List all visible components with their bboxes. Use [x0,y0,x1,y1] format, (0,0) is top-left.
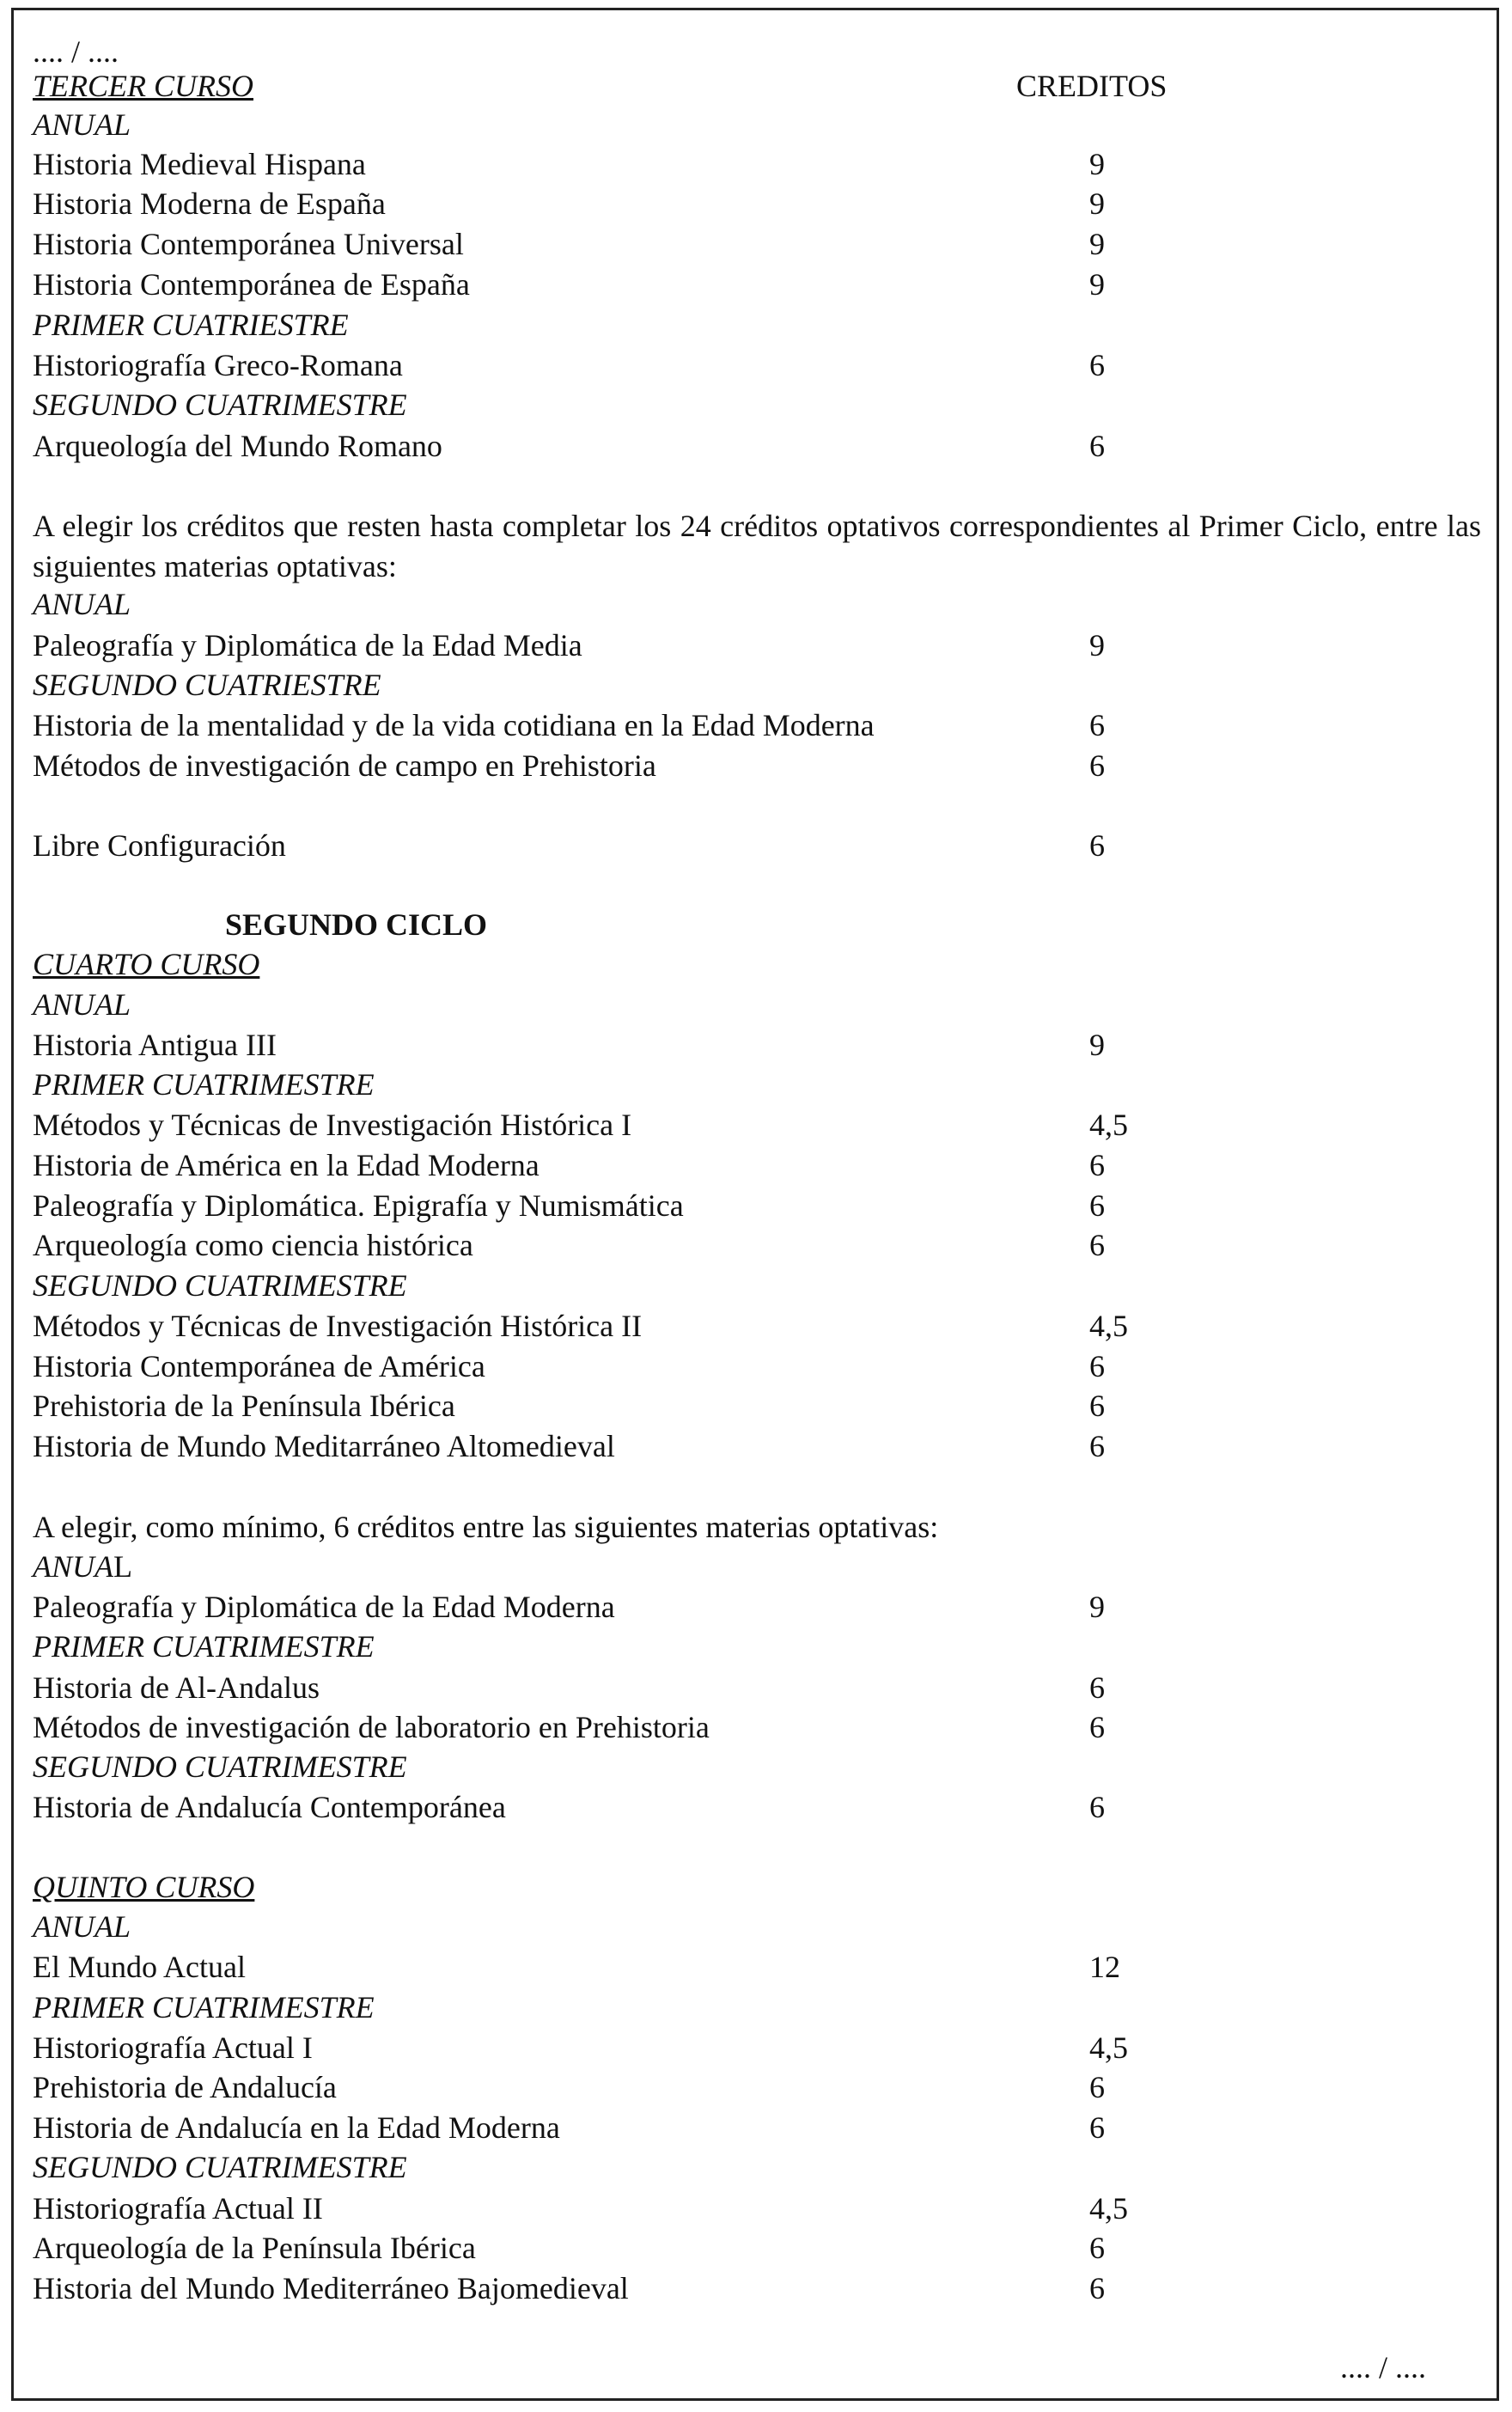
libre-configuracion-name: Libre Configuración [33,828,286,863]
course-name: Paleografía y Diplomática de la Edad Moderna [33,1590,615,1624]
continuation-marker-top: .... / .... [33,34,119,69]
course-name: Historia Medieval Hispana [33,147,366,181]
course-name: Métodos de investigación de laboratorio en Prehistoria [33,1710,710,1744]
course-credits: 4,5 [1089,2030,1128,2065]
creditos-label: CREDITOS [1016,69,1168,103]
course-name: Historia de Andalucía Contemporánea [33,1790,506,1824]
cuarto-anual-label: ANUAL [33,987,131,1022]
tercer-opt-anual-label: ANUAL [33,587,131,621]
course-credits: 6 [1089,2231,1105,2265]
quinto-segundo-label: SEGUNDO CUATRIMESTRE [33,2150,407,2184]
course-name: Métodos de investigación de campo en Prehistoria [33,748,656,783]
course-credits: 6 [1089,748,1105,783]
course-credits: 9 [1089,186,1105,221]
course-credits: 6 [1089,348,1105,382]
course-credits: 6 [1089,2070,1105,2104]
course-credits: 6 [1089,1670,1105,1705]
course-name: Historia de Andalucía en la Edad Moderna [33,2110,560,2145]
course-credits: 4,5 [1089,2191,1128,2226]
cuarto-opt-primer-label: PRIMER CUATRIMESTRE [33,1629,375,1664]
course-name: El Mundo Actual [33,1950,246,1984]
course-credits: 6 [1089,2110,1105,2145]
libre-configuracion-credits: 6 [1089,828,1105,863]
course-name: Historiografía Greco-Romana [33,348,403,382]
course-credits: 6 [1089,1790,1105,1824]
course-name: Arqueología como ciencia histórica [33,1228,473,1262]
course-name: Métodos y Técnicas de Investigación Histórica I [33,1108,632,1142]
course-credits: 9 [1089,628,1105,663]
segundo-ciclo-heading: SEGUNDO CICLO [225,907,488,942]
cuarto-optativas-intro: A elegir, como mínimo, 6 créditos entre las siguientes materias optativas: [33,1510,939,1544]
cuarto-segundo-label: SEGUNDO CUATRIMESTRE [33,1268,407,1303]
course-name: Historiografía Actual II [33,2191,323,2226]
course-name: Historia Contemporánea de América [33,1349,485,1383]
course-credits: 6 [1089,1389,1105,1423]
anual-roman-part: L [113,1549,132,1584]
course-credits: 6 [1089,429,1105,463]
tercer-segundo-label: SEGUNDO CUATRIMESTRE [33,388,407,422]
course-credits: 6 [1089,1228,1105,1262]
course-name: Historia de Mundo Meditarráneo Altomedieval [33,1429,615,1463]
course-name: Prehistoria de la Península Ibérica [33,1389,455,1423]
course-name: Arqueología del Mundo Romano [33,429,442,463]
course-name: Paleografía y Diplomática. Epigrafía y Numismática [33,1188,684,1223]
course-name: Historia de Al-Andalus [33,1670,320,1705]
course-credits: 9 [1089,1590,1105,1624]
continuation-marker-bottom: .... / .... [1340,2350,1427,2385]
tercer-optativas-intro: A elegir los créditos que resten hasta completar los 24 créditos optativos correspondientes al Primer Ciclo, entre las siguientes materias optativas: [33,509,1481,583]
course-credits: 4,5 [1089,1309,1128,1343]
course-credits: 6 [1089,708,1105,742]
tercer-primer-label: PRIMER CUATRIESTRE [33,308,349,342]
course-credits: 6 [1089,1710,1105,1744]
quinto-curso-heading: QUINTO CURSO [33,1870,255,1904]
course-name: Historia Moderna de España [33,186,386,221]
tercer-opt-segundo-label: SEGUNDO CUATRIESTRE [33,668,381,702]
course-credits: 9 [1089,1028,1105,1062]
course-credits: 9 [1089,227,1105,261]
course-name: Historia del Mundo Mediterráneo Bajomedieval [33,2271,629,2305]
course-name: Historia Contemporánea Universal [33,227,464,261]
course-credits: 9 [1089,267,1105,302]
anual-italic-part: ANUA [33,1549,113,1584]
course-credits: 9 [1089,147,1105,181]
course-name: Arqueología de la Península Ibérica [33,2231,476,2265]
course-name: Historiografía Actual I [33,2030,313,2065]
tercer-curso-heading: TERCER CURSO [33,69,253,103]
tercer-anual-label: ANUAL [33,107,131,142]
course-name: Historia de América en la Edad Moderna [33,1148,540,1182]
course-name: Paleografía y Diplomática de la Edad Media [33,628,582,663]
cuarto-curso-heading: CUARTO CURSO [33,947,260,981]
quinto-anual-label: ANUAL [33,1909,131,1944]
quinto-primer-label: PRIMER CUATRIMESTRE [33,1990,375,2024]
course-credits: 6 [1089,2271,1105,2305]
course-credits: 6 [1089,1429,1105,1463]
course-name: Historia de la mentalidad y de la vida cotidiana en la Edad Moderna [33,708,875,742]
course-name: Prehistoria de Andalucía [33,2070,337,2104]
course-name: Historia Antigua III [33,1028,277,1062]
course-credits: 6 [1089,1188,1105,1223]
course-credits: 6 [1089,1148,1105,1182]
course-name: Historia Contemporánea de España [33,267,470,302]
course-credits: 6 [1089,1349,1105,1383]
course-name: Métodos y Técnicas de Investigación Histórica II [33,1309,643,1343]
course-credits: 12 [1089,1950,1120,1984]
course-credits: 4,5 [1089,1108,1128,1142]
cuarto-opt-segundo-label: SEGUNDO CUATRIMESTRE [33,1749,407,1784]
cuarto-primer-label: PRIMER CUATRIMESTRE [33,1067,375,1102]
cuarto-opt-anual-label [33,1548,132,1585]
